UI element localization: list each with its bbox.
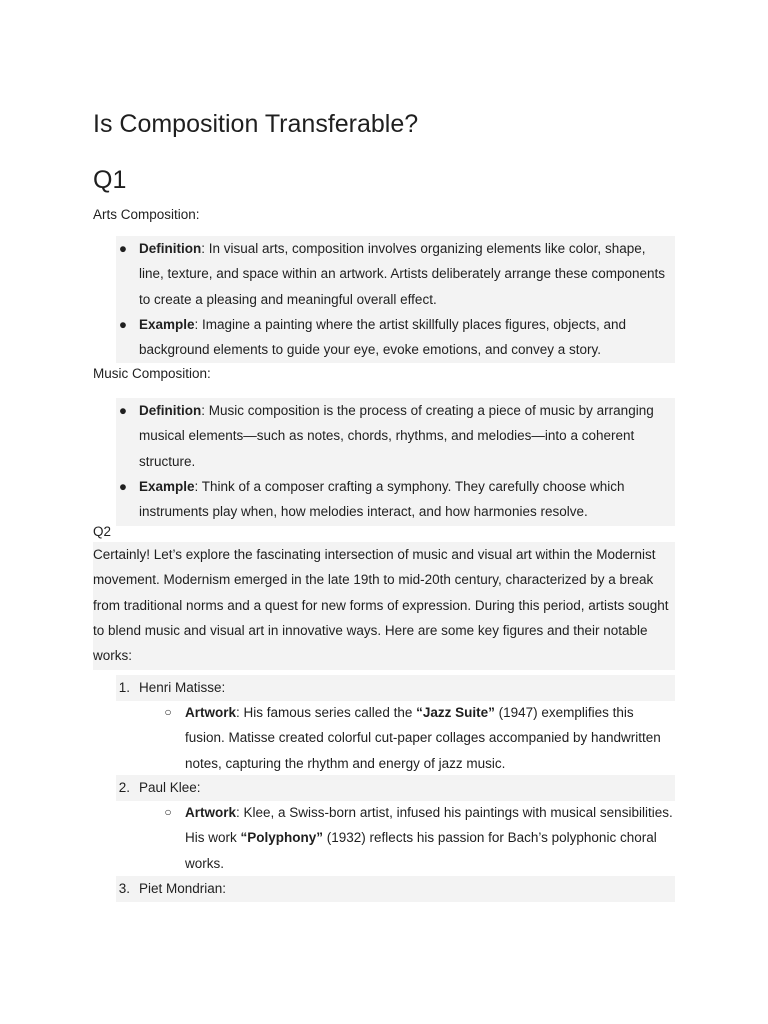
item-text: : Klee, a Swiss-born artist, infused his paintings with musical sensibilities. His work (185, 805, 673, 846)
circle-bullet-icon: ○ (164, 805, 172, 819)
music-composition-label: Music Composition: (93, 366, 211, 381)
item-term: Definition (139, 403, 202, 418)
item-text: : In visual arts, composition involves organizing elements like color, shape, line, texture, and space within an artwork. Artists deliberately arrange these components to create a pleasing and meaningful overall effect. (139, 241, 666, 307)
artist-item-klee (116, 775, 675, 801)
bullet-icon: ● (118, 241, 128, 256)
item-term: Artwork (185, 805, 237, 820)
artwork-item-matisse (162, 700, 675, 776)
item-term: Example (139, 478, 195, 494)
music-definition-item (116, 398, 675, 474)
list-number: 3. (118, 881, 130, 896)
document-title: Is Composition Transferable? (93, 110, 419, 138)
artist-item-matisse (116, 675, 675, 701)
item-term: Example (139, 316, 195, 332)
item-text: : Think of a composer crafting a symphony. They carefully choose which instruments play when, how melodies interact, and how harmonies resolve. (139, 478, 625, 520)
artist-name: Paul Klee: (139, 780, 201, 795)
arts-composition-label: Arts Composition: (93, 207, 200, 222)
arts-example-item (116, 312, 675, 363)
artwork-title: “Polyphony” (240, 830, 324, 846)
item-text: : Imagine a painting where the artist skillfully places figures, objects, and background elements to guide your eye, evoke emotions, and convey a story. (139, 316, 627, 358)
item-text: (1932) reflects his passion for Bach’s polyphonic choral works. (185, 830, 657, 871)
q1-heading: Q1 (93, 166, 127, 194)
artist-name: Henri Matisse: (139, 680, 226, 695)
arts-definition-item (116, 236, 675, 312)
item-text: : Music composition is the process of creating a piece of music by arranging musical elements—such as notes, chords, rhythms, and melodies—into a coherent structure. (139, 403, 654, 469)
bullet-icon: ● (118, 316, 128, 332)
artist-item-mondrian (116, 876, 675, 902)
bullet-icon: ● (118, 403, 128, 418)
item-term: Artwork (185, 705, 237, 720)
music-composition-list (116, 398, 675, 526)
circle-bullet-icon: ○ (164, 705, 172, 719)
bullet-icon: ● (118, 478, 128, 494)
item-text: (1947) exemplifies this fusion. Matisse created colorful cut-paper collages accompanied by handwritten notes, capturing the rhythm and energy of jazz music. (185, 705, 661, 771)
q2-heading: Q2 (93, 524, 112, 539)
list-number: 2. (118, 780, 130, 795)
artist-name: Piet Mondrian: (139, 881, 227, 896)
item-term: Definition (139, 241, 202, 256)
item-text: : His famous series called the (236, 705, 417, 720)
music-example-item (116, 474, 675, 525)
q2-intro-paragraph: Certainly! Let’s explore the fascinating intersection of music and visual art within the Modernist movement. Modernism emerged in the late 19th to mid-20th century, characterized by a break from traditional norms and a quest for new forms of expression. During this period, artists sought to blend music and visual art in innovative ways. Here are some key figures and their notable works: (93, 542, 675, 670)
list-number: 1. (118, 680, 130, 695)
artwork-title: “Jazz Suite” (416, 705, 495, 720)
arts-composition-list (116, 236, 675, 363)
artwork-item-klee (162, 800, 675, 876)
